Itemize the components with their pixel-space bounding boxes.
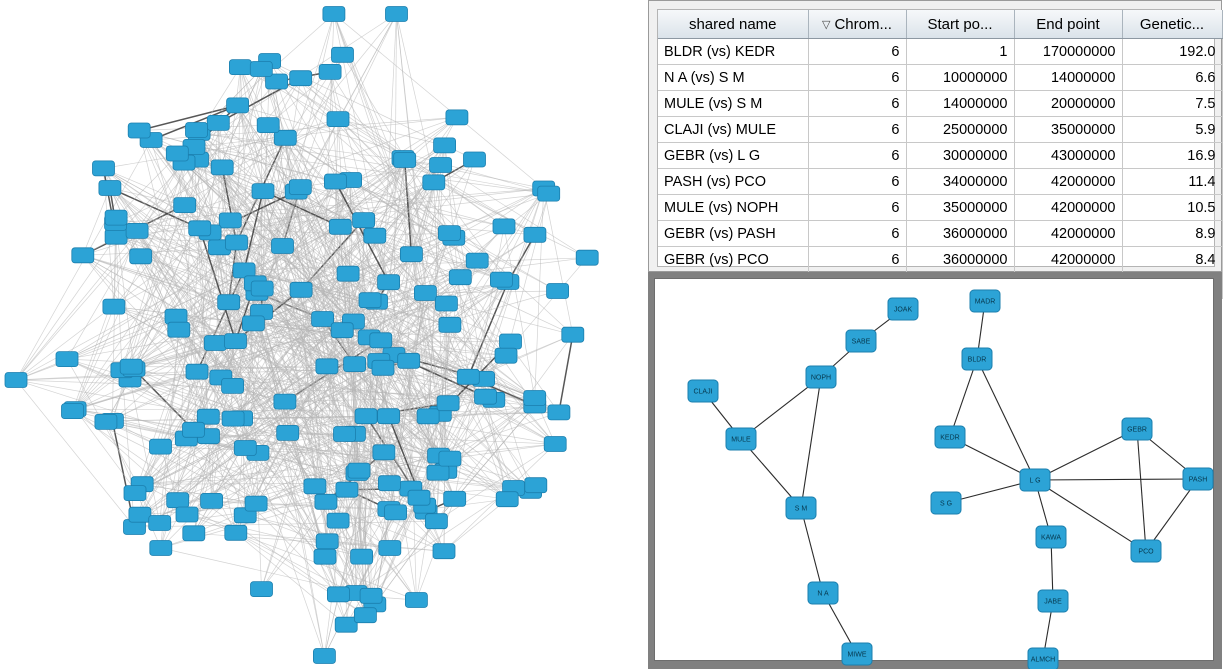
edge-table[interactable] bbox=[658, 10, 1223, 299]
graph-node[interactable] bbox=[355, 409, 377, 424]
graph-edge[interactable] bbox=[444, 499, 507, 551]
graph-node[interactable] bbox=[150, 439, 172, 454]
graph-node[interactable] bbox=[337, 266, 359, 281]
graph-node[interactable] bbox=[174, 198, 196, 213]
cell-genetic: 16.9 bbox=[1122, 143, 1222, 169]
graph-node-label: GEBR bbox=[1127, 426, 1147, 434]
edge-table-panel[interactable] bbox=[648, 0, 1222, 272]
cell-genetic: 11.4 bbox=[1122, 169, 1222, 195]
graph-node[interactable] bbox=[167, 493, 189, 508]
table-row[interactable] bbox=[658, 143, 1222, 169]
graph-node[interactable] bbox=[304, 479, 326, 494]
graph-node[interactable] bbox=[466, 253, 488, 268]
graph-node[interactable] bbox=[251, 281, 273, 296]
cell-genetic: 8.9 bbox=[1122, 221, 1222, 247]
cell-genetic: 192.0 bbox=[1122, 39, 1222, 65]
graph-node[interactable] bbox=[207, 115, 229, 130]
graph-node[interactable] bbox=[842, 643, 872, 665]
graph-node[interactable] bbox=[150, 541, 172, 556]
graph-node[interactable] bbox=[334, 427, 356, 442]
graph-node[interactable] bbox=[201, 493, 223, 508]
graph-node[interactable] bbox=[124, 486, 146, 501]
graph-node[interactable] bbox=[319, 64, 341, 79]
graph-node[interactable] bbox=[394, 153, 416, 168]
graph-node[interactable] bbox=[414, 286, 436, 301]
small-network-panel[interactable] bbox=[648, 272, 1222, 669]
graph-node[interactable] bbox=[211, 160, 233, 175]
graph-node[interactable] bbox=[495, 348, 517, 363]
graph-node[interactable] bbox=[378, 409, 400, 424]
graph-node[interactable] bbox=[56, 352, 78, 367]
graph-node[interactable] bbox=[222, 411, 244, 426]
cell-start-point: 30000000 bbox=[906, 143, 1014, 169]
cell-end-point: 170000000 bbox=[1014, 39, 1122, 65]
graph-node-label: KEDR bbox=[940, 434, 960, 442]
graph-node[interactable] bbox=[430, 158, 452, 173]
cell-end-point: 42000000 bbox=[1014, 247, 1122, 273]
graph-node[interactable] bbox=[242, 316, 264, 331]
column-header-start-point-label: Start po... bbox=[927, 15, 993, 33]
graph-node[interactable] bbox=[464, 152, 486, 167]
graph-edge[interactable] bbox=[559, 335, 573, 413]
graph-node[interactable] bbox=[786, 497, 816, 519]
table-row[interactable] bbox=[658, 195, 1222, 221]
column-header-chromosome-label: Chrom... bbox=[834, 15, 892, 33]
graph-node[interactable] bbox=[1183, 468, 1213, 490]
graph-node[interactable] bbox=[272, 239, 294, 254]
graph-node[interactable] bbox=[962, 348, 992, 370]
graph-node[interactable] bbox=[351, 549, 373, 564]
graph-node[interactable] bbox=[225, 334, 247, 349]
column-header-genetic-label: Genetic... bbox=[1139, 15, 1205, 33]
filter-icon[interactable]: ▽ bbox=[822, 19, 831, 32]
graph-node[interactable] bbox=[386, 7, 408, 22]
graph-node[interactable] bbox=[364, 228, 386, 243]
graph-node[interactable] bbox=[204, 336, 226, 351]
graph-node[interactable] bbox=[95, 414, 117, 429]
graph-node-label: S G bbox=[939, 500, 953, 508]
graph-node[interactable] bbox=[726, 428, 756, 450]
column-header-start-point[interactable] bbox=[906, 10, 1014, 39]
graph-node[interactable] bbox=[332, 47, 354, 62]
cell-shared-name: MULE (vs) NOPH bbox=[658, 195, 808, 221]
cell-shared-name: PASH (vs) PCO bbox=[658, 169, 808, 195]
graph-node[interactable] bbox=[425, 514, 447, 529]
graph-node[interactable] bbox=[500, 334, 522, 349]
graph-node[interactable] bbox=[186, 123, 208, 138]
cell-start-point: 10000000 bbox=[906, 65, 1014, 91]
graph-node[interactable] bbox=[385, 505, 407, 520]
graph-node[interactable] bbox=[435, 296, 457, 311]
graph-node[interactable] bbox=[130, 249, 152, 264]
graph-node[interactable] bbox=[126, 223, 148, 238]
graph-node[interactable] bbox=[120, 359, 142, 374]
cell-shared-name: N A (vs) S M bbox=[658, 65, 808, 91]
graph-node-label: PASH bbox=[1188, 476, 1208, 484]
graph-node[interactable] bbox=[277, 425, 299, 440]
graph-node[interactable] bbox=[438, 226, 460, 241]
cell-end-point: 35000000 bbox=[1014, 117, 1122, 143]
graph-node[interactable] bbox=[252, 184, 274, 199]
graph-node[interactable] bbox=[457, 369, 479, 384]
graph-node[interactable] bbox=[434, 138, 456, 153]
graph-node[interactable] bbox=[493, 219, 515, 234]
graph-node[interactable] bbox=[439, 451, 461, 466]
table-row[interactable] bbox=[658, 65, 1222, 91]
graph-node[interactable] bbox=[336, 482, 358, 497]
graph-node[interactable] bbox=[227, 98, 249, 113]
graph-node[interactable] bbox=[496, 492, 518, 507]
graph-node[interactable] bbox=[99, 181, 121, 196]
graph-edge[interactable] bbox=[535, 189, 544, 399]
cell-genetic: 6.6 bbox=[1122, 65, 1222, 91]
table-row[interactable] bbox=[658, 39, 1222, 65]
graph-node[interactable] bbox=[423, 175, 445, 190]
graph-edge[interactable] bbox=[338, 119, 445, 145]
graph-edge[interactable] bbox=[450, 444, 555, 459]
graph-node[interactable] bbox=[846, 330, 876, 352]
graph-node[interactable] bbox=[417, 409, 439, 424]
graph-node[interactable] bbox=[576, 250, 598, 265]
graph-edge[interactable] bbox=[1035, 479, 1198, 480]
graph-node[interactable] bbox=[490, 272, 512, 287]
small-network-graph[interactable] bbox=[655, 279, 1215, 664]
graph-node[interactable] bbox=[176, 507, 198, 522]
graph-node[interactable] bbox=[327, 513, 349, 528]
graph-node[interactable] bbox=[93, 161, 115, 176]
graph-node-label: CLAJI bbox=[693, 388, 713, 396]
graph-node[interactable] bbox=[378, 275, 400, 290]
cell-genetic: 7.5 bbox=[1122, 91, 1222, 117]
cell-chromosome: 6 bbox=[808, 39, 906, 65]
graph-node[interactable] bbox=[234, 441, 256, 456]
graph-node[interactable] bbox=[183, 422, 205, 437]
graph-node[interactable] bbox=[446, 110, 468, 125]
graph-node-label: MIWE bbox=[847, 651, 867, 659]
graph-node[interactable] bbox=[524, 391, 546, 406]
cell-end-point: 43000000 bbox=[1014, 143, 1122, 169]
cell-chromosome: 6 bbox=[808, 91, 906, 117]
graph-node[interactable] bbox=[149, 516, 171, 531]
graph-node[interactable] bbox=[274, 394, 296, 409]
graph-node[interactable] bbox=[475, 389, 497, 404]
graph-node[interactable] bbox=[524, 227, 546, 242]
cell-end-point: 42000000 bbox=[1014, 221, 1122, 247]
cell-chromosome: 6 bbox=[808, 143, 906, 169]
graph-node[interactable] bbox=[62, 404, 84, 419]
graph-node[interactable] bbox=[289, 180, 311, 195]
graph-node[interactable] bbox=[105, 229, 127, 244]
table-body[interactable] bbox=[658, 39, 1222, 299]
graph-node[interactable] bbox=[400, 247, 422, 262]
graph-node[interactable] bbox=[1131, 540, 1161, 562]
graph-node[interactable] bbox=[245, 496, 267, 511]
column-header-genetic[interactable] bbox=[1122, 10, 1222, 39]
column-header-end-point-label: End point bbox=[1036, 15, 1100, 33]
graph-node[interactable] bbox=[888, 298, 918, 320]
graph-node-label: JOAK bbox=[893, 306, 913, 314]
graph-node[interactable] bbox=[1028, 648, 1058, 669]
cell-start-point: 14000000 bbox=[906, 91, 1014, 117]
graph-node[interactable] bbox=[327, 587, 349, 602]
graph-node[interactable] bbox=[449, 270, 471, 285]
graph-node[interactable] bbox=[312, 312, 334, 327]
graph-node[interactable] bbox=[1020, 469, 1050, 491]
graph-node[interactable] bbox=[359, 293, 381, 308]
small-network-edges bbox=[703, 301, 1198, 659]
graph-node[interactable] bbox=[290, 282, 312, 297]
cell-end-point: 14000000 bbox=[1014, 65, 1122, 91]
graph-node[interactable] bbox=[437, 396, 459, 411]
column-header-shared-name-label: shared name bbox=[688, 15, 777, 33]
graph-node[interactable] bbox=[379, 541, 401, 556]
graph-node[interactable] bbox=[348, 463, 370, 478]
graph-node[interactable] bbox=[433, 544, 455, 559]
graph-node-label: ALMCH bbox=[1030, 656, 1056, 664]
graph-edge[interactable] bbox=[977, 359, 1035, 480]
cell-shared-name: MULE (vs) S M bbox=[658, 91, 808, 117]
table-header-row bbox=[658, 10, 1222, 39]
column-header-end-point[interactable] bbox=[1014, 10, 1122, 39]
graph-node[interactable] bbox=[72, 248, 94, 263]
graph-node[interactable] bbox=[189, 221, 211, 236]
graph-node-label: SABE bbox=[851, 338, 871, 346]
graph-node[interactable] bbox=[290, 71, 312, 86]
table-row[interactable] bbox=[658, 91, 1222, 117]
graph-node[interactable] bbox=[544, 437, 566, 452]
table-scroll-area[interactable] bbox=[657, 9, 1215, 267]
graph-node[interactable] bbox=[331, 323, 353, 338]
graph-node[interactable] bbox=[931, 492, 961, 514]
graph-node[interactable] bbox=[408, 490, 430, 505]
graph-node[interactable] bbox=[315, 494, 337, 509]
graph-node[interactable] bbox=[370, 333, 392, 348]
graph-node[interactable] bbox=[168, 322, 190, 337]
graph-node-label: S M bbox=[794, 505, 808, 513]
graph-node[interactable] bbox=[688, 380, 718, 402]
graph-node[interactable] bbox=[525, 478, 547, 493]
graph-node[interactable] bbox=[344, 357, 366, 372]
graph-node[interactable] bbox=[323, 7, 345, 22]
cell-start-point: 36000000 bbox=[906, 221, 1014, 247]
graph-node[interactable] bbox=[103, 299, 125, 314]
graph-node-label: PCO bbox=[1138, 548, 1154, 556]
graph-node[interactable] bbox=[313, 649, 335, 664]
graph-node[interactable] bbox=[250, 62, 272, 77]
graph-node-label: MADR bbox=[974, 298, 996, 306]
graph-node[interactable] bbox=[222, 378, 244, 393]
graph-node[interactable] bbox=[935, 426, 965, 448]
graph-node[interactable] bbox=[327, 112, 349, 127]
graph-node[interactable] bbox=[806, 366, 836, 388]
graph-node[interactable] bbox=[354, 608, 376, 623]
graph-node[interactable] bbox=[427, 465, 449, 480]
graph-node[interactable] bbox=[335, 617, 357, 632]
graph-node[interactable] bbox=[372, 360, 394, 375]
graph-edge[interactable] bbox=[1137, 429, 1146, 551]
graph-node-label: MULE bbox=[731, 436, 751, 444]
cell-shared-name: GEBR (vs) PASH bbox=[658, 221, 808, 247]
graph-node[interactable] bbox=[226, 235, 248, 250]
graph-node[interactable] bbox=[105, 210, 127, 225]
graph-node[interactable] bbox=[229, 60, 251, 75]
graph-node-label: BLDR bbox=[967, 356, 987, 364]
cell-start-point: 36000000 bbox=[906, 247, 1014, 273]
graph-node[interactable] bbox=[398, 353, 420, 368]
graph-node[interactable] bbox=[257, 118, 279, 133]
graph-node[interactable] bbox=[218, 295, 240, 310]
graph-node[interactable] bbox=[444, 491, 466, 506]
graph-edge[interactable] bbox=[544, 189, 573, 335]
cell-genetic: 8.4 bbox=[1122, 247, 1222, 273]
graph-node-label: JABE bbox=[1044, 598, 1062, 606]
graph-node-label: N A bbox=[817, 590, 829, 598]
graph-edge[interactable] bbox=[801, 377, 821, 508]
graph-node[interactable] bbox=[378, 476, 400, 491]
graph-node[interactable] bbox=[439, 317, 461, 332]
graph-node[interactable] bbox=[219, 213, 241, 228]
graph-node[interactable] bbox=[314, 549, 336, 564]
graph-node[interactable] bbox=[562, 327, 584, 342]
graph-node[interactable] bbox=[538, 186, 560, 201]
cell-genetic: 5.9 bbox=[1122, 117, 1222, 143]
graph-node[interactable] bbox=[405, 593, 427, 608]
table-row[interactable] bbox=[658, 117, 1222, 143]
graph-node[interactable] bbox=[166, 146, 188, 161]
graph-node[interactable] bbox=[360, 588, 382, 603]
table-row[interactable] bbox=[658, 169, 1222, 195]
column-header-chromosome[interactable] bbox=[808, 10, 906, 39]
cell-chromosome: 6 bbox=[808, 247, 906, 273]
graph-node[interactable] bbox=[186, 364, 208, 379]
graph-edge[interactable] bbox=[950, 359, 977, 437]
graph-node[interactable] bbox=[183, 526, 205, 541]
cell-start-point: 1 bbox=[906, 39, 1014, 65]
graph-node[interactable] bbox=[5, 373, 27, 388]
graph-node[interactable] bbox=[353, 213, 375, 228]
cell-end-point: 42000000 bbox=[1014, 195, 1122, 221]
cell-genetic: 10.5 bbox=[1122, 195, 1222, 221]
graph-node[interactable] bbox=[1122, 418, 1152, 440]
graph-node[interactable] bbox=[129, 507, 151, 522]
cell-end-point: 20000000 bbox=[1014, 91, 1122, 117]
cell-chromosome: 6 bbox=[808, 195, 906, 221]
graph-node[interactable] bbox=[808, 582, 838, 604]
cell-chromosome: 6 bbox=[808, 221, 906, 247]
cell-start-point: 34000000 bbox=[906, 169, 1014, 195]
graph-edge[interactable] bbox=[801, 508, 823, 593]
graph-node[interactable] bbox=[329, 219, 351, 234]
graph-node[interactable] bbox=[970, 290, 1000, 312]
cell-shared-name: GEBR (vs) PCO bbox=[658, 247, 808, 273]
table-row[interactable] bbox=[658, 247, 1222, 273]
cell-end-point: 42000000 bbox=[1014, 169, 1122, 195]
graph-node[interactable] bbox=[547, 284, 569, 299]
graph-node[interactable] bbox=[548, 405, 570, 420]
cell-shared-name: CLAJI (vs) MULE bbox=[658, 117, 808, 143]
graph-node[interactable] bbox=[316, 359, 338, 374]
cell-shared-name: GEBR (vs) L G bbox=[658, 143, 808, 169]
cell-chromosome: 6 bbox=[808, 169, 906, 195]
cell-shared-name: BLDR (vs) KEDR bbox=[658, 39, 808, 65]
cell-chromosome: 6 bbox=[808, 65, 906, 91]
table-row[interactable] bbox=[658, 221, 1222, 247]
graph-node[interactable] bbox=[251, 582, 273, 597]
graph-node[interactable] bbox=[225, 525, 247, 540]
graph-node[interactable] bbox=[324, 174, 346, 189]
cell-chromosome: 6 bbox=[808, 117, 906, 143]
graph-node-label: L G bbox=[1029, 477, 1041, 485]
graph-node[interactable] bbox=[1036, 526, 1066, 548]
graph-node-label: KAWA bbox=[1040, 534, 1062, 542]
cell-start-point: 35000000 bbox=[906, 195, 1014, 221]
graph-node[interactable] bbox=[316, 534, 338, 549]
graph-node[interactable] bbox=[128, 123, 150, 138]
column-header-shared-name[interactable] bbox=[658, 10, 808, 39]
graph-node[interactable] bbox=[373, 445, 395, 460]
cell-start-point: 25000000 bbox=[906, 117, 1014, 143]
small-network-canvas[interactable] bbox=[654, 278, 1214, 664]
graph-node[interactable] bbox=[1038, 590, 1068, 612]
graph-node-label: NOPH bbox=[810, 374, 832, 382]
